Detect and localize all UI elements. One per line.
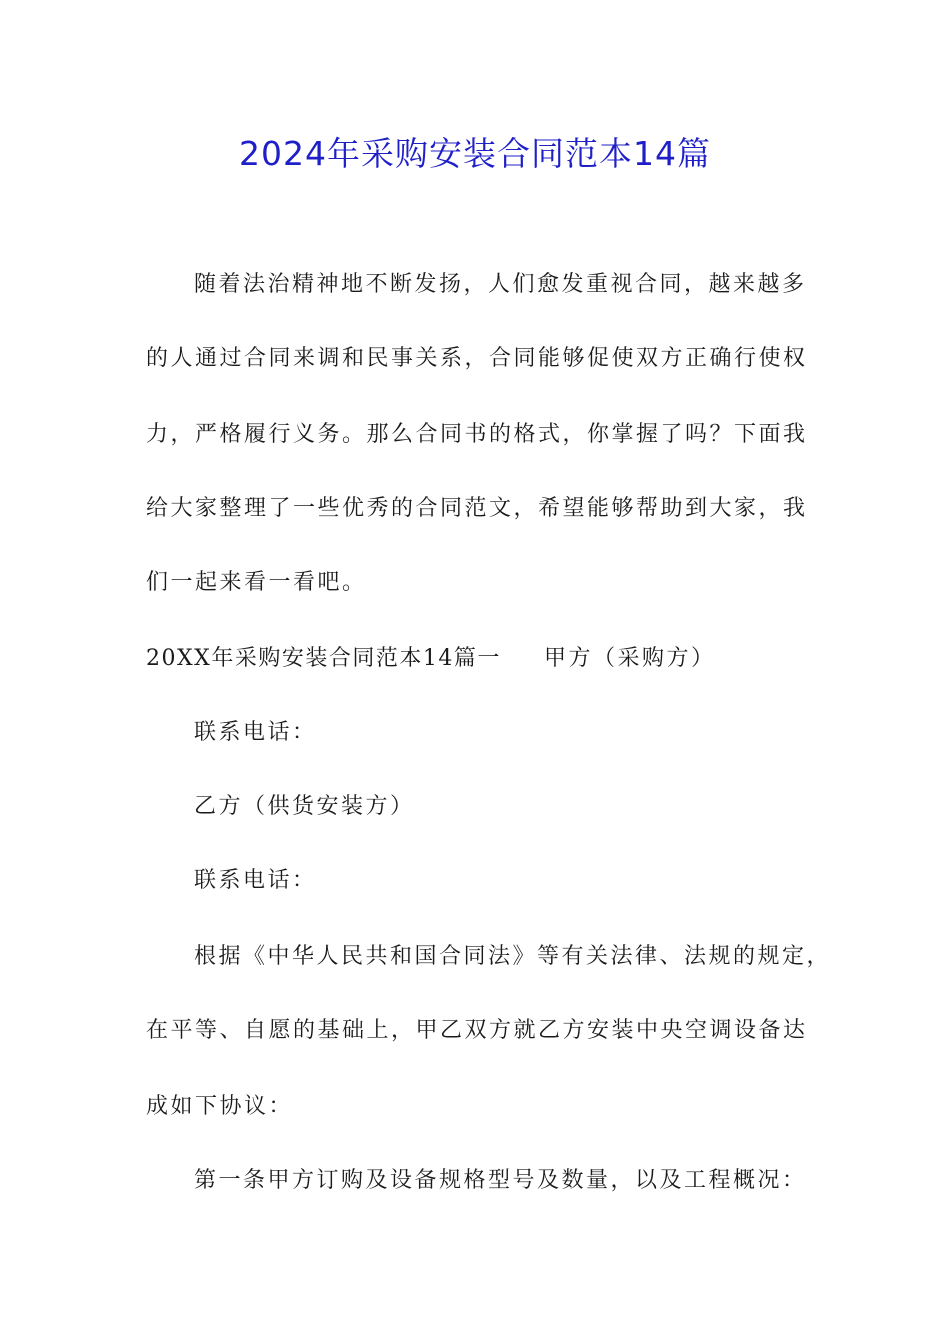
basis-line-3: 成如下协议： [146,1094,294,1119]
intro-line-1: 随着法治精神地不断发扬，人们愈发重视合同，越来越多 [194,272,807,297]
party-b-label: 乙方（供货安装方） [194,794,415,819]
party-a-label: 甲方（采购方） [544,646,716,671]
intro-line-4: 给大家整理了一些优秀的合同范文，希望能够帮助到大家，我 [146,496,808,521]
intro-line-5: 们一起来看一看吧。 [146,570,367,595]
party-a-phone: 联系电话： [194,720,317,745]
article-1: 第一条甲方订购及设备规格型号及数量，以及工程概况： [194,1168,807,1193]
intro-line-2: 的人通过合同来调和民事关系，合同能够促使双方正确行使权 [146,346,808,371]
basis-line-1: 根据《中华人民共和国合同法》等有关法律、法规的规定， [194,944,832,969]
section-heading: 20XX年采购安装合同范本14篇一 [146,646,501,671]
basis-line-2: 在平等、自愿的基础上，甲乙双方就乙方安装中央空调设备达 [146,1018,808,1043]
section-heading-row [146,644,716,674]
intro-line-3: 力，严格履行义务。那么合同书的格式，你掌握了吗？下面我 [146,422,808,447]
document-title: 2024年采购安装合同范本14篇 [239,134,711,173]
party-b-phone: 联系电话： [194,868,317,893]
